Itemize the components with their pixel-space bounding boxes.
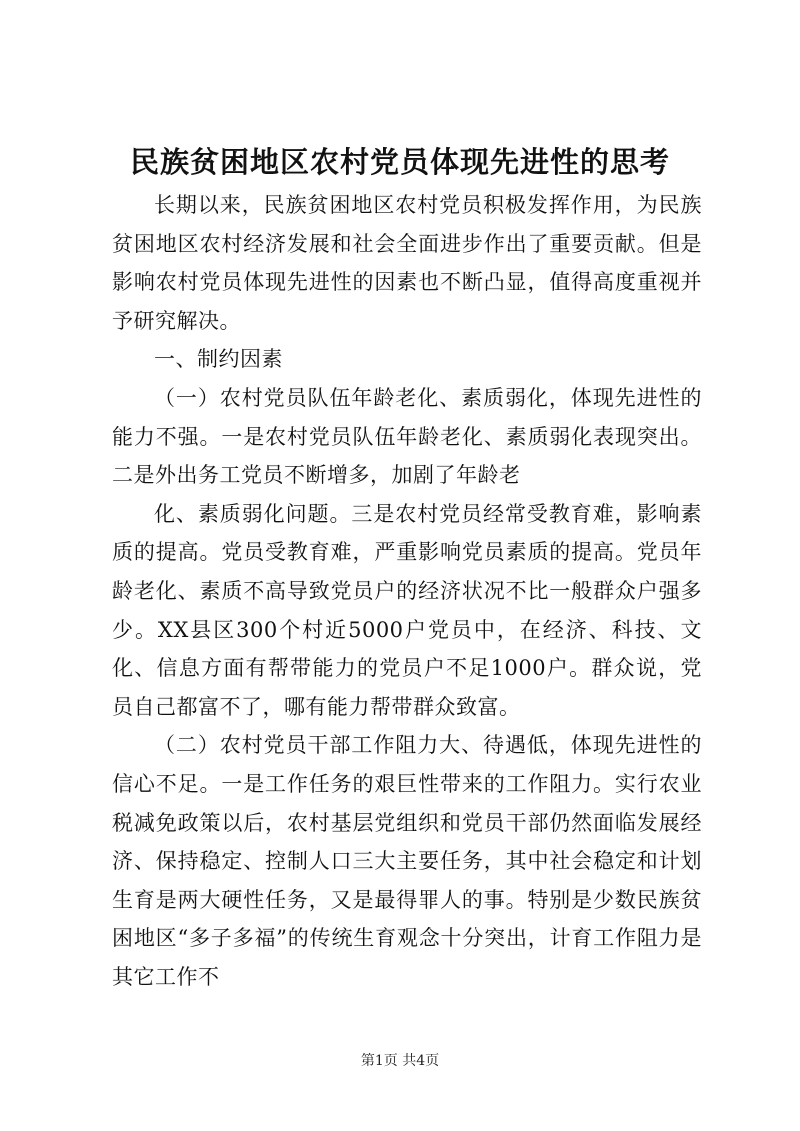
paragraph-subsection-1-continued: 化、素质弱化问题。三是农村党员经常受教育难，影响素质的提高。党员受教育难，严重影响党员素质的提高。党员年龄老化、素质不高导致党员户的经济状况不比一般群众户强多少。XX县区300个村近5000户党员中，在经济、科技、文化、信息方面有帮带能力的党员户不足1000户。群众说，党员自己都富不了，哪有能力帮带群众致富。: [112, 501, 702, 719]
section-heading-constraints: 一、制约因素: [154, 347, 283, 372]
paragraph-intro: 长期以来，民族贫困地区农村党员积极发挥作用，为民族贫困地区农村经济发展和社会全面进步作出了重要贡献。但是影响农村党员体现先进性的因素也不断凸显，值得高度重视并予研究解决。: [112, 193, 702, 333]
document-title: 民族贫困地区农村党员体现先进性的思考: [129, 145, 670, 179]
paragraph-subsection-1: （一）农村党员队伍年龄老化、素质弱化，体现先进性的能力不强。一是农村党员队伍年龄老化、素质弱化表现突出。二是外出务工党员不断增多，加剧了年龄老: [112, 385, 702, 488]
page-number-label: 第1页 共4页: [360, 1053, 440, 1069]
document-body: [112, 186, 702, 996]
page-footer: [0, 1050, 800, 1070]
paragraph-subsection-2: （二）农村党员干部工作阻力大、待遇低，体现先进性的信心不足。一是工作任务的艰巨性带来的工作阻力。实行农业税减免政策以后，农村基层党组织和党员干部仍然面临发展经济、保持稳定、控制人口三大主要任务，其中社会稳定和计划生育是两大硬性任务，又是最得罪人的事。特别是少数民族贫困地区“多子多福”的传统生育观念十分突出，计育工作阻力是其它工作不: [112, 733, 702, 989]
